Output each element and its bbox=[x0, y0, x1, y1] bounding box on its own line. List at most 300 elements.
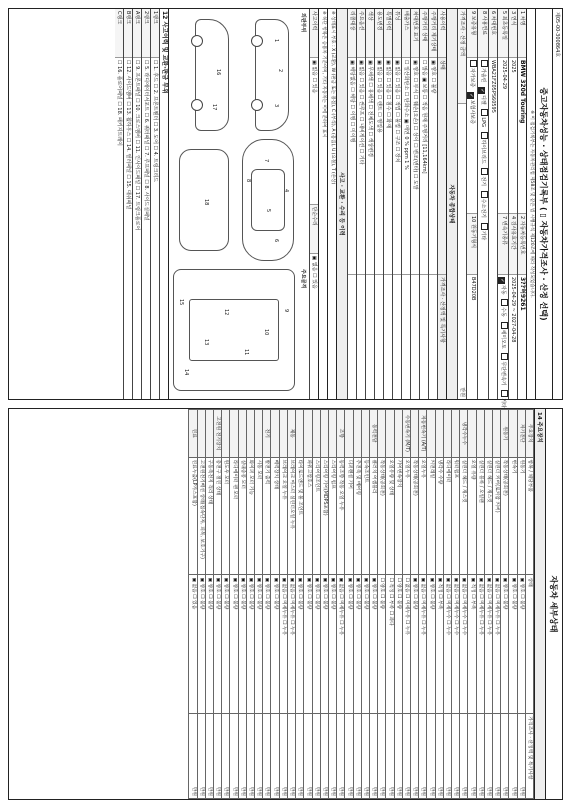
detail-row bbox=[501, 410, 509, 799]
detail-row-item: 실린더 커버(로커암 커버) bbox=[492, 457, 500, 575]
detail-row-state[interactable]: ▣ 양호 ☐ 불량 bbox=[345, 575, 353, 714]
wheel-icon bbox=[251, 35, 263, 47]
detail-row bbox=[468, 410, 476, 799]
detail-row-state[interactable]: ▣ 없음 ☐ 미세누유 ☐ 누유 bbox=[484, 575, 492, 714]
overall-row-note[interactable] bbox=[348, 275, 356, 399]
part-number-label: 3 bbox=[273, 104, 279, 108]
vehicle-year-row bbox=[508, 9, 517, 399]
overall-row-note[interactable] bbox=[411, 275, 419, 399]
detail-row-item: 구동축전지 격리 상태 bbox=[205, 457, 213, 575]
detail-row-price[interactable]: 만원 bbox=[451, 714, 459, 799]
detail-row-item: 변속기 bbox=[509, 457, 517, 575]
detail-row-category bbox=[197, 410, 205, 458]
car-diagram bbox=[168, 9, 309, 399]
detail-row-state[interactable]: ▣ 양호 ☐ 불량 bbox=[427, 575, 435, 714]
vehicle-name-row bbox=[517, 9, 526, 399]
detail-row-price[interactable]: 만원 bbox=[255, 714, 263, 799]
detail-row-price[interactable]: 만원 bbox=[296, 714, 304, 799]
overall-row-note[interactable] bbox=[375, 275, 383, 399]
detail-row-state[interactable]: ▣ 양호 ☐ 불량 bbox=[509, 575, 517, 714]
detail-row-category: 연료 bbox=[189, 410, 197, 458]
detail-row-price[interactable]: 만원 bbox=[369, 714, 377, 799]
detail-row-category: 전기 bbox=[263, 410, 271, 458]
detail-row-item: 워터펌프 bbox=[451, 457, 459, 575]
detail-row-price[interactable]: 만원 bbox=[386, 714, 394, 799]
detail-row bbox=[378, 410, 386, 799]
overall-row-label: 리콜대상 bbox=[348, 9, 356, 58]
detail-row bbox=[255, 410, 263, 799]
detail-row-state[interactable]: ☐ 양호 ☐ 불량 bbox=[394, 575, 402, 714]
detail-row-category bbox=[296, 410, 304, 458]
part-number-label: 7 bbox=[263, 159, 269, 163]
detail-row-price[interactable]: 만원 bbox=[328, 714, 336, 799]
detail-row-price[interactable]: 만원 bbox=[492, 714, 500, 799]
validity-label: 4 검사유효기간 bbox=[509, 214, 517, 275]
trans-cvt-checkbox[interactable] bbox=[501, 353, 508, 360]
warranty-options: 자가보증 ✓보험사보증 bbox=[467, 58, 477, 214]
overall-row-value[interactable]: ▣ 없음 ☐ 있음 ☐ 썬루프 ☐ 내비게이션 ☐ 기타 bbox=[357, 58, 365, 275]
detail-row-item: 디퍼렌셜 기어 bbox=[345, 457, 353, 575]
detail-row-state[interactable]: ▣ 없음 ☐ 미세누유 ☐ 누유 bbox=[287, 575, 295, 714]
detail-row-item: 스티어링 기어(MDPS포함) bbox=[320, 457, 328, 575]
warranty-insurer-checkbox[interactable]: ✓ bbox=[468, 93, 474, 98]
detail-row-category bbox=[279, 410, 287, 458]
detail-row-price[interactable]: 만원 bbox=[419, 714, 427, 799]
detail-row-price[interactable]: 만원 bbox=[443, 714, 451, 799]
detail-row-state[interactable]: ☐ 없음 ☐ 미세누유 ☐ 누유 bbox=[402, 575, 410, 714]
detail-row-price[interactable]: 만원 bbox=[476, 714, 484, 799]
detail-row-state[interactable]: ▣ 양호 ☐ 불량 bbox=[304, 575, 312, 714]
detail-row-state[interactable]: ▣ 양호 ☐ 불량 bbox=[246, 575, 254, 714]
detail-row-category bbox=[476, 410, 484, 458]
detail-row-category: 자기진단 bbox=[517, 410, 525, 458]
trans-manual-checkbox[interactable] bbox=[501, 299, 508, 306]
detail-row-state[interactable]: ▣ 양호 ☐ 불량 bbox=[263, 575, 271, 714]
detail-row-item: 스티어링 펌프 bbox=[328, 457, 336, 575]
accident-note: ※ 상태표시 부호 : X (교환), W (판금 또는 용접), C (부식), A (흠집), U (요철), T (손상) bbox=[327, 9, 336, 399]
detail-row-item: 라디에이터 팬 모터 bbox=[230, 457, 238, 575]
detail-row-category bbox=[222, 410, 230, 458]
detail-row bbox=[435, 410, 443, 799]
detail-row-state[interactable]: ▣ 양호 ☐ 불량 bbox=[222, 575, 230, 714]
year-label: 3 연식 bbox=[509, 9, 517, 58]
overall-row-label: 튜닝 bbox=[393, 9, 401, 58]
detail-row-item: 오일누유 bbox=[402, 457, 410, 575]
detail-row-price[interactable]: 만원 bbox=[394, 714, 402, 799]
detail-row-price[interactable]: 만원 bbox=[205, 714, 213, 799]
detail-col-item: 항목 / 해당부품 bbox=[525, 457, 533, 575]
overall-row bbox=[365, 9, 374, 399]
rankC-value: ☐ 16. 플로어패널 ☐ 18. 패키지트레이 bbox=[116, 60, 122, 146]
detail-header-row bbox=[525, 410, 533, 799]
vehicle-name-value: BMW 320d Touring bbox=[518, 58, 526, 214]
detail-row-category: 조향 bbox=[337, 410, 345, 458]
detail-row bbox=[197, 410, 205, 799]
overall-row bbox=[374, 9, 383, 399]
part-number-label: 17 bbox=[211, 104, 217, 111]
rankC-label: C랭크 bbox=[115, 9, 123, 58]
accident-history-row bbox=[309, 9, 318, 399]
overall-header-row bbox=[437, 9, 446, 399]
detail-row-item: 추진축 및 베어링 bbox=[353, 457, 361, 575]
detail-col-state: 상태 bbox=[525, 575, 533, 714]
detail-row bbox=[214, 410, 222, 799]
parts-title-row bbox=[159, 9, 168, 399]
detail-row-item: 오일 유량 bbox=[468, 457, 476, 575]
detail-row bbox=[443, 410, 451, 799]
right-panel bbox=[8, 408, 563, 800]
detail-row-item: 스티어링조인트 bbox=[312, 457, 320, 575]
detail-row-state[interactable]: ▣ 없음 ☐ 미세누수 ☐ 누수 bbox=[451, 575, 459, 714]
overall-row-label: 색상 bbox=[366, 9, 374, 58]
detail-row bbox=[205, 410, 213, 799]
rank1-label: 1랭크 bbox=[151, 9, 159, 58]
detail-row-category: 냉각수누수 bbox=[460, 410, 468, 458]
detail-row-state[interactable]: ▣ 없음 ☐ 미세누유 ☐ 누유 bbox=[279, 575, 287, 714]
detail-row-price[interactable]: 만원 bbox=[263, 714, 271, 799]
detail-rows bbox=[189, 410, 525, 799]
overall-row-label: 주행거리 계기상태 bbox=[429, 9, 437, 58]
detail-row-price[interactable]: 만원 bbox=[509, 714, 517, 799]
part-number-label: 16 bbox=[215, 69, 221, 76]
detail-row-category bbox=[205, 410, 213, 458]
detail-row-item: 파워고압호스 bbox=[304, 457, 312, 575]
part-number-label: 4 bbox=[283, 189, 289, 193]
detail-row-item: 발전기 출력 bbox=[263, 457, 271, 575]
overall-row-value[interactable]: ☐ 일산화탄소 ☐ 탄화수소 ▣ 매연 0 % ppm 1 % bbox=[402, 58, 410, 275]
detail-row-state[interactable]: ▣ 양호 ☐ 불량 bbox=[410, 575, 418, 714]
fuel-hydrogen-checkbox[interactable] bbox=[481, 191, 488, 198]
rankA-value: ☐ 9. 프론트패널 ☐ 10. 크로스멤버 ☐ 11. 인사이드패널 ☐ 17. 트렁크플로어 bbox=[134, 60, 140, 231]
overall-row-note[interactable] bbox=[402, 275, 410, 399]
detail-row-price[interactable]: 만원 bbox=[312, 714, 320, 799]
detail-row-price[interactable]: 만원 bbox=[468, 714, 476, 799]
detail-row-item: 연료누출(LP가스포함) bbox=[189, 457, 197, 575]
detail-row bbox=[353, 410, 361, 799]
detail-row-item: 냉각수 수량 bbox=[435, 457, 443, 575]
overall-row-note[interactable] bbox=[366, 275, 374, 399]
fuel-hybrid-checkbox[interactable] bbox=[481, 132, 488, 139]
detail-row-category: 동력전달 bbox=[369, 410, 377, 458]
detail-row-item: 라디에이터 bbox=[443, 457, 451, 575]
detail-row-state[interactable]: ▣ 양호 ☐ 불량 bbox=[214, 575, 222, 714]
detail-row-state[interactable]: ▣ 양호 ☐ 불량 bbox=[361, 575, 369, 714]
overall-row-note[interactable] bbox=[420, 275, 428, 399]
transmission-label: 7 변속기종류 bbox=[498, 214, 508, 275]
vin-row bbox=[488, 9, 497, 399]
page-subtitle: ※ 이 점검기록부는 자동차관리법 제58조 및 같은 법 시행규칙 제120조에 따라 작성되었습니다. bbox=[526, 9, 535, 399]
fuel-other-checkbox[interactable] bbox=[481, 223, 488, 230]
overall-row-value[interactable]: ▣ 없음 ☐ 있음 ☐ 렌트 ☐ 영업용 bbox=[375, 58, 383, 275]
detail-row-category bbox=[312, 410, 320, 458]
overall-col-history: 사용이력 bbox=[438, 9, 446, 58]
detail-row-item: 작동상태(공회전) bbox=[410, 457, 418, 575]
part-number-label: 8 bbox=[245, 179, 251, 183]
overall-row-label: 주행거리 상태 bbox=[420, 9, 428, 58]
detail-row-state[interactable]: ▣ 적정 ☐ 부족 bbox=[435, 575, 443, 714]
detail-row-price[interactable]: 만원 bbox=[484, 714, 492, 799]
detail-row bbox=[451, 410, 459, 799]
detail-row-category bbox=[271, 410, 279, 458]
detail-row bbox=[238, 410, 246, 799]
part-number-label: 13 bbox=[203, 339, 209, 346]
detail-row-item: 와이퍼 모터 기능 bbox=[246, 457, 254, 575]
detail-row-category bbox=[320, 410, 328, 458]
vehicle-name-label: 1 차명 bbox=[518, 9, 526, 58]
detail-row-state[interactable]: ▣ 없음 ☐ 미세누유 ☐ 누유 bbox=[492, 575, 500, 714]
detail-col-device: 주요장치 bbox=[525, 410, 533, 458]
overall-row-value[interactable]: ▣ 없음 ☐ 있음 ☐ 적법 ☐ 불법 ☐ 구조 ☐ 장치 bbox=[393, 58, 401, 275]
fuel-diesel-checkbox[interactable]: ✓ bbox=[479, 88, 485, 93]
overall-row-note[interactable] bbox=[357, 275, 365, 399]
detail-row-state[interactable]: ▣ 없음 ☐ 있음 bbox=[189, 575, 197, 714]
detail-row bbox=[419, 410, 427, 799]
detail-row-state[interactable]: ▣ 양호 ☐ 불량 bbox=[271, 575, 279, 714]
trans-semiauto-checkbox[interactable] bbox=[501, 322, 508, 329]
detail-row-state[interactable]: ☐ 양호 ☐ 불량 bbox=[378, 575, 386, 714]
detail-row bbox=[427, 410, 435, 799]
overall-row bbox=[347, 9, 356, 399]
detail-row-category bbox=[435, 410, 443, 458]
detail-row-item: 커먼레일 bbox=[427, 457, 435, 575]
detail-row-price[interactable]: 만원 bbox=[435, 714, 443, 799]
repair-value: ▣ 없음 ☐ 있음 bbox=[311, 255, 317, 289]
transmission-options: ✓자동 수동 세미오토 무단변속기 기타 bbox=[499, 278, 506, 408]
detail-row-category bbox=[345, 410, 353, 458]
detail-row-price[interactable]: 만원 bbox=[337, 714, 345, 799]
wheel-icon bbox=[191, 35, 203, 47]
detail-row-state[interactable]: ☐ 적정 ☐ 부족 ☐ 과다 bbox=[386, 575, 394, 714]
detail-row-item: 타이로드엔드 및 볼 조인트 bbox=[296, 457, 304, 575]
wheel-icon bbox=[191, 99, 203, 111]
detail-row-category bbox=[328, 410, 336, 458]
fuel-electric-checkbox[interactable] bbox=[481, 168, 488, 175]
detail-row-state[interactable]: ▣ 양호 ☐ 불량 bbox=[312, 575, 320, 714]
rankA-label: A랭크 bbox=[133, 9, 141, 58]
detail-row-price[interactable]: 만원 bbox=[304, 714, 312, 799]
detail-row-price[interactable]: 만원 bbox=[460, 714, 468, 799]
detail-row-item: 브레이크 오일 누유 bbox=[279, 457, 287, 575]
rankB-label: B랭크 bbox=[124, 9, 132, 58]
detail-row-state[interactable]: ▣ 양호 ☐ 불량 bbox=[517, 575, 525, 714]
detail-row-state[interactable]: ▣ 양호 ☐ 불량 bbox=[230, 575, 238, 714]
detail-row bbox=[410, 410, 418, 799]
detail-row-category bbox=[427, 410, 435, 458]
detail-row-state[interactable]: ▣ 양호 ☐ 불량 bbox=[369, 575, 377, 714]
detail-row-state[interactable]: ▣ 양호 ☐ 불량 bbox=[320, 575, 328, 714]
detail-row-item: 오일누유 bbox=[419, 457, 427, 575]
motor-value: B47D20B bbox=[470, 277, 476, 301]
part-number-label: 18 bbox=[203, 199, 209, 206]
overall-row bbox=[356, 9, 365, 399]
overall-row-note[interactable] bbox=[429, 275, 437, 399]
main-frame-label: 주요골격 bbox=[300, 269, 306, 289]
detail-row-state[interactable]: ▣ 양호 ☐ 불량 bbox=[205, 575, 213, 714]
fuel-gasoline-checkbox[interactable] bbox=[481, 60, 488, 67]
detail-row-price[interactable]: 만원 bbox=[214, 714, 222, 799]
detail-row bbox=[460, 410, 468, 799]
car-roof-outline bbox=[251, 169, 285, 231]
overall-row-label: 차대번호 표기 bbox=[411, 9, 419, 58]
trans-auto-checkbox[interactable]: ✓ bbox=[499, 278, 505, 283]
overall-row-value[interactable]: ▣ 해당없음 ☐ 해당 ☐ 이행 ☐ 미이행 bbox=[348, 58, 356, 275]
outer-panel-label: 외판부위 bbox=[300, 13, 306, 33]
detail-row bbox=[402, 410, 410, 799]
part-number-label: 2 bbox=[277, 69, 283, 73]
left-panel bbox=[8, 8, 563, 408]
detail-row-state[interactable]: ▣ 없음 ☐ 미세누유 ☐ 누유 bbox=[419, 575, 427, 714]
detail-row bbox=[230, 410, 238, 799]
detail-row-state[interactable]: ▣ 양호 ☐ 불량 bbox=[296, 575, 304, 714]
fuel-lpg-checkbox[interactable] bbox=[481, 109, 488, 116]
detail-row bbox=[328, 410, 336, 799]
repair-label: 단순수리 bbox=[310, 205, 318, 254]
detail-col-note: 가격조사 · 산정액 및 특기사항 bbox=[525, 714, 533, 799]
detail-row-category: 원동기 bbox=[501, 410, 509, 458]
detail-row-item: 동력조향 작동 오일 누유 bbox=[337, 457, 345, 575]
detail-row-category bbox=[509, 410, 517, 458]
overall-col-state: 상태 bbox=[438, 58, 446, 275]
overall-row-value[interactable]: ▣ 양호 ☐ 불량 bbox=[429, 58, 437, 275]
detail-row-category bbox=[246, 410, 254, 458]
detail-row-category bbox=[353, 410, 361, 458]
overall-row bbox=[428, 9, 437, 399]
detail-row-state[interactable]: ▣ 양호 ☐ 불량 bbox=[197, 575, 205, 714]
detail-row-category: 자동변속기 (A/T) bbox=[419, 410, 427, 458]
detail-row-category: 제동 bbox=[287, 410, 295, 458]
motor-label: 10 원동기형식 bbox=[467, 214, 477, 275]
detail-row-item: 클러치 어셈블리 bbox=[369, 457, 377, 575]
first-reg-label: 5 최초등록일 bbox=[498, 9, 508, 58]
detail-row bbox=[222, 410, 230, 799]
trans-other-checkbox[interactable] bbox=[501, 390, 508, 397]
overall-row-value[interactable]: ▣ 무채색 ☐ 유채색 ☐ 전체도색 ☐ 색상변경 bbox=[366, 58, 374, 275]
overall-col-note: 가격조사 · 산정액 및 특기사항 bbox=[439, 277, 445, 343]
overall-row-label: 용도변경 bbox=[375, 9, 383, 58]
detail-row-price[interactable]: 만원 bbox=[410, 714, 418, 799]
detail-row-price[interactable]: 만원 bbox=[361, 714, 369, 799]
detail-row-state[interactable]: ▣ 양호 ☐ 불량 bbox=[328, 575, 336, 714]
detail-row-price[interactable]: 만원 bbox=[271, 714, 279, 799]
detail-row-state[interactable]: ▣ 없음 ☐ 미세누수 ☐ 누수 bbox=[443, 575, 451, 714]
detail-row-price[interactable]: 만원 bbox=[353, 714, 361, 799]
detail-row-price[interactable]: 만원 bbox=[378, 714, 386, 799]
accident-label: 사고이력 bbox=[310, 9, 318, 58]
detail-row-state[interactable]: ▣ 양호 ☐ 불량 bbox=[501, 575, 509, 714]
detail-row-category: 수동변속기 (M/T) bbox=[402, 410, 410, 458]
price-unit: 만원 bbox=[459, 387, 465, 397]
fuel-options: 가솔린 ✓디젤 LPG 하이브리드 전기 수소전기 기타 bbox=[478, 58, 488, 399]
detail-row-state[interactable]: ▣ 양호 ☐ 불량 bbox=[255, 575, 263, 714]
detail-row bbox=[394, 410, 402, 799]
accident-value: ▣ 없음 ☐ 있음 bbox=[310, 58, 318, 205]
detail-row-price[interactable]: 만원 bbox=[287, 714, 295, 799]
detail-row-price[interactable]: 만원 bbox=[230, 714, 238, 799]
detail-row bbox=[287, 410, 295, 799]
detail-row-state[interactable]: ▣ 없음 ☐ 미세누유 ☐ 누유 bbox=[476, 575, 484, 714]
detail-row bbox=[312, 410, 320, 799]
rankB-row bbox=[123, 9, 132, 399]
detail-row-price[interactable]: 만원 bbox=[238, 714, 246, 799]
detail-row bbox=[304, 410, 312, 799]
detail-row-price[interactable]: 만원 bbox=[197, 714, 205, 799]
detail-row-state[interactable]: ▣ 적정 ☐ 부족 bbox=[468, 575, 476, 714]
detail-row-state[interactable]: ▣ 없음 ☐ 미세누수 ☐ 누수 bbox=[460, 575, 468, 714]
accident-note-2: ※ 하단 항목은 승용차 기준이며, 기타 자동차는 이에 준하여 표시 bbox=[318, 9, 327, 399]
detail-row-item: 실내송풍 모터 bbox=[238, 457, 246, 575]
part-number-label: 14 bbox=[183, 369, 189, 376]
detail-row-item: 작동상태(공회전) bbox=[501, 457, 509, 575]
part-number-label: 5 bbox=[265, 209, 271, 213]
detail-row-category bbox=[410, 410, 418, 458]
detail-row-category bbox=[255, 410, 263, 458]
rank1-row bbox=[150, 9, 159, 399]
detail-row-price[interactable]: 만원 bbox=[345, 714, 353, 799]
reg-number-value: 3??허9261 bbox=[519, 277, 526, 311]
first-reg-value: 2025-04-29 bbox=[498, 58, 508, 214]
detail-row-state[interactable]: ▣ 양호 ☐ 불량 bbox=[238, 575, 246, 714]
rank2-label: 2랭크 bbox=[142, 9, 150, 58]
overall-section-title: 자동차 종합상태 bbox=[446, 9, 457, 399]
overall-row bbox=[392, 9, 401, 399]
detail-row-price[interactable]: 만원 bbox=[222, 714, 230, 799]
rankB-value: ☐ 12. 사이드멤버 ☐ 13. 휠하우스 ☐ 14. 필러패널 ☐ 15. 대쉬패널 bbox=[125, 60, 131, 210]
detail-row bbox=[320, 410, 328, 799]
overall-row-note[interactable] bbox=[393, 275, 401, 399]
part-number-label: 6 bbox=[273, 239, 279, 243]
detail-row-price[interactable]: 만원 bbox=[501, 714, 509, 799]
detail-row-price[interactable]: 만원 bbox=[279, 714, 287, 799]
detail-row-category bbox=[492, 410, 500, 458]
overall-rows bbox=[347, 9, 437, 399]
detail-row-price[interactable]: 만원 bbox=[402, 714, 410, 799]
detail-row-price[interactable]: 만원 bbox=[320, 714, 328, 799]
detail-row-price[interactable]: 만원 bbox=[189, 714, 197, 799]
detail-row-category bbox=[386, 410, 394, 458]
vin-value: WBA21FZ05PS60595 bbox=[490, 60, 496, 113]
detail-row-category bbox=[468, 410, 476, 458]
detail-row-category bbox=[238, 410, 246, 458]
detail-row bbox=[345, 410, 353, 799]
detail-row bbox=[476, 410, 484, 799]
warranty-label: 9 보증유형 bbox=[467, 9, 477, 58]
overall-row-note[interactable] bbox=[384, 275, 392, 399]
price-label: 가격조사 · 산정 금액 bbox=[458, 9, 466, 104]
detail-row bbox=[369, 410, 377, 799]
part-number-label: 10 bbox=[263, 329, 269, 336]
detail-row-state[interactable]: ▣ 없음 ☐ 미세누유 ☐ 누유 bbox=[337, 575, 345, 714]
detail-row-item: 등속조인트 bbox=[361, 457, 369, 575]
page-title: 중고자동차성능 · 상태점검기록부 ( ▯ 자동차가격조사 · 산정 선택) bbox=[535, 9, 552, 399]
warranty-self-checkbox[interactable] bbox=[470, 60, 477, 67]
detail-row-category: 고전원 전기장치 bbox=[214, 410, 222, 458]
detail-row-price[interactable]: 만원 bbox=[427, 714, 435, 799]
overall-row-value[interactable]: ☐ 많음 ▣ 보통 ☐ 적음 현재 주행거리 [11,164km] bbox=[420, 58, 428, 275]
part-number-label: 15 bbox=[178, 299, 184, 306]
detail-row-category bbox=[451, 410, 459, 458]
detail-row-price[interactable]: 만원 bbox=[517, 714, 525, 799]
detail-row bbox=[263, 410, 271, 799]
detail-row-item: 충전구 절연 상태 bbox=[214, 457, 222, 575]
detail-row-state[interactable]: ▣ 양호 ☐ 불량 bbox=[353, 575, 361, 714]
overall-row-value[interactable]: ▣ 없음 ☐ 있음 ☐ 침수 ☐ 화재 bbox=[384, 58, 392, 275]
first-reg-row bbox=[497, 9, 508, 408]
overall-row-label: 특별이력 bbox=[384, 9, 392, 58]
overall-row-value[interactable]: ▣ 양호 ☐ 부식 ☐ 훼손(오손) ☐ 상이 ☐ 변조(변타) ☐ 도말 bbox=[411, 58, 419, 275]
detail-row-price[interactable]: 만원 bbox=[246, 714, 254, 799]
detail-subtitle: 14 주요장치 bbox=[534, 409, 545, 799]
detail-row bbox=[361, 410, 369, 799]
